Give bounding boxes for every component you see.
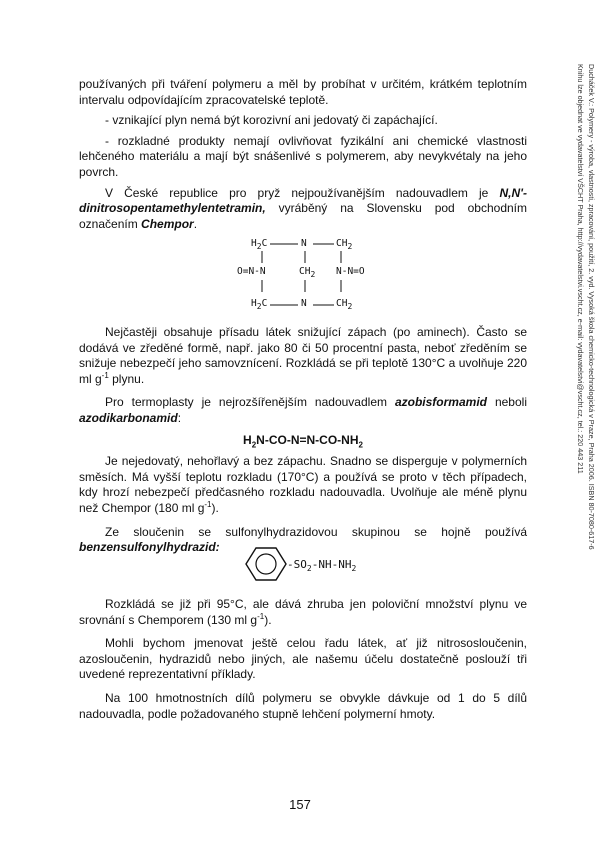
- p7-sup: -1: [204, 499, 212, 509]
- azodicarbonamide-formula: $H_2N-CO-N=N-CO-NH_2$: [243, 432, 363, 449]
- azodikarbonamid-name: azodikarbonamid: [79, 410, 178, 425]
- paragraph-8: [79, 525, 527, 556]
- paragraph-6: [79, 395, 527, 426]
- chempor-chemical-name: N,N'-dinitrosopentamethylentetramin,: [79, 185, 527, 216]
- paragraph-10: Mohli bychom jmenovat ještě celou řadu látek, ať již nitrososloučenin, azosloučenin, hydrazidů nebo jiných, ale našemu účelu dostatečně poslouží tři uvedené reprezentativní příklady.: [79, 636, 527, 682]
- paragraph-1: používaných při tváření polymeru a měl by probíhat v určitém, krátkém teplotním intervalu odpovídajícím zpracovatelské teplotě.: [79, 77, 527, 107]
- page-number: 157: [289, 797, 311, 812]
- paragraph-11: Na 100 hmotnostních dílů polymeru se obvykle dávkuje od 1 do 5 dílů nadouvadla, podle požadovaného stupně lehčení polymerní hmoty.: [79, 690, 527, 721]
- atom-ch2-mid: $CH_2$: [299, 266, 316, 279]
- p5-text-a: Nejčastěji obsahuje přísadu látek snižující zápach (po aminech). Často se dodává ve zředěné formě, např. jako 80 či 50 procentní pasta, neboť zředěním se snižuje nebezpečí jeho samovznícení. Rozkládá se při teplotě 130°C a uvolňuje 220 ml g: [79, 325, 527, 386]
- atom-ch2-bottom: $CH_2$: [336, 298, 353, 311]
- atom-nno-right: N-N=O: [336, 266, 365, 277]
- paragraph-3: - rozkladné produkty nemají ovlivňovat fyzikální ani chemické vlastnosti lehčeného materiálu a mají být snášenlivé s polymerem, aby nevykvétaly na jeho povrch.: [79, 133, 527, 179]
- sidebar-line-2: Knihu lze objednat ve vydavatelství VŠCHT Praha, http://vydavatelstvi.vscht.cz, e-mail: vydavatelstvi@vscht.cz, tel.: 220 443 211: [576, 64, 585, 474]
- p6-text-b: neboli: [486, 395, 527, 410]
- atom-n-bottom: N: [301, 298, 307, 309]
- paragraph-2: - vznikající plyn nemá být korozivní ani jedovatý či zapáchající.: [105, 113, 438, 128]
- paragraph-7: [79, 454, 527, 516]
- p6-text-a: Pro termoplasty je nejrozšířenějším nadouvadlem: [105, 395, 387, 410]
- sidebar-citation: [561, 64, 598, 624]
- p9-sup: -1: [257, 611, 265, 621]
- p5-sup: -1: [101, 370, 109, 380]
- azobisformamid-name: azobisformamid: [394, 395, 487, 410]
- atom-n-top: N: [301, 238, 307, 249]
- chempor-trade-name: Chempor: [141, 216, 194, 231]
- sidebar-line-1: Ducháček V.: Polymery - výroba, vlastnosti, zpracování, použití, 2. vyd. Vysoká škola chemicko-technologická v Praze, Praha 2006. ISBN 80-7080-617-6: [587, 64, 596, 550]
- atom-h2c-bottom: $H_2C$: [251, 298, 268, 311]
- p7-text-b: ).: [211, 500, 219, 515]
- p9-text-b: ).: [264, 612, 272, 627]
- p5-text-b: plynu.: [108, 371, 145, 386]
- main-text-3: [79, 597, 527, 727]
- atom-h2c-top: $H_2C$: [251, 238, 268, 251]
- p9-text-a: Rozkládá se již při 95°C, ale dává zhruba jen poloviční množství plynu ve srovnání s Chemporem (130 ml g: [79, 597, 527, 627]
- p8-text-a: Ze sloučenin se sulfonylhydrazidovou skupinou se hojně používá: [105, 524, 527, 539]
- paragraph-5: [79, 325, 527, 387]
- p4-text-b: vyráběný na Slovensku pod obchodním označením: [79, 201, 527, 231]
- benzensulfonylhydrazid-name: benzensulfonylhydrazid:: [79, 540, 220, 555]
- sulfonylhydrazide-group: $-SO_2-NH-NH_2$: [287, 558, 357, 574]
- p4-end: .: [193, 216, 198, 231]
- p4-text-a: V České republice pro pryž nejpoužívanějším nadouvadlem je: [105, 185, 489, 200]
- p7-text-a: Je nejedovatý, nehořlavý a bez zápachu. Snadno se disperguje v polymerních směsích. Má vyšší teplotu rozkladu (170°C) a používá se proto v těch případech, kdy hrozí nebezpečí předčasného rozkladu nadouvadla. Uvolňuje ale méně plynu než Chempor (180 ml g: [79, 454, 527, 515]
- atom-ch2-top: $CH_2$: [336, 238, 353, 251]
- main-text-2: [79, 325, 527, 561]
- atom-onn-left: O=N-N: [237, 266, 266, 277]
- paragraph-9: [79, 597, 527, 628]
- p6-end: :: [177, 410, 182, 425]
